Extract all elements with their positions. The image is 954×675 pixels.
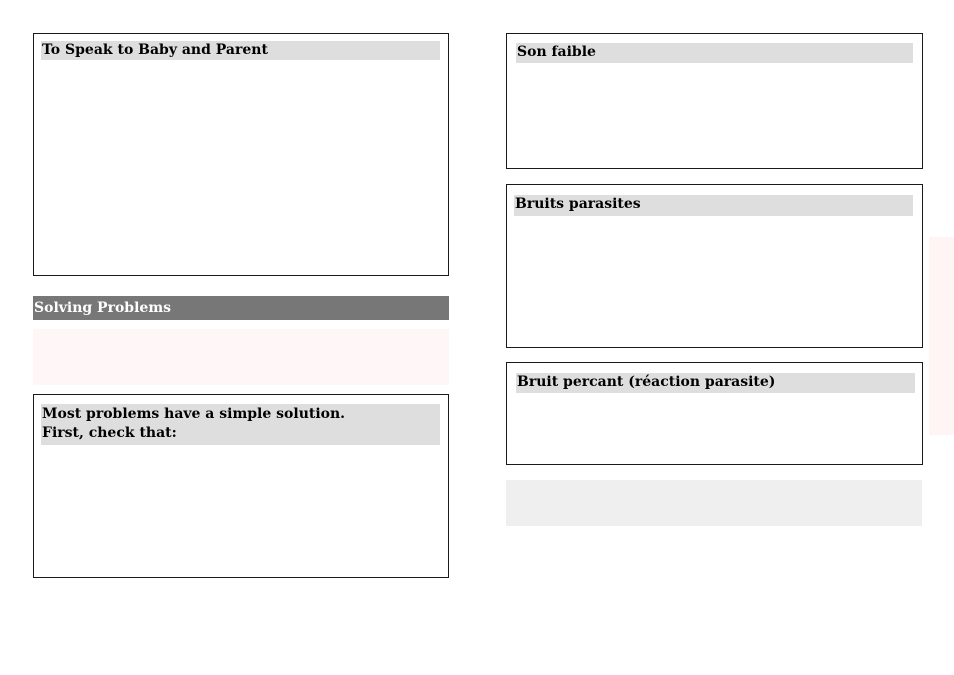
check-box-heading-line2: First, check that:	[42, 425, 177, 441]
check-box-heading-line1: Most problems have a simple solution.	[42, 406, 346, 422]
speak-box	[33, 33, 449, 276]
bruit-percant-box	[506, 362, 923, 465]
solving-problems-title: Solving Problems	[33, 296, 449, 320]
bruit-percant-heading: Bruit percant (réaction parasite)	[516, 373, 915, 393]
bruits-parasites-heading: Bruits parasites	[514, 195, 913, 216]
speak-box-heading: To Speak to Baby and Parent	[41, 41, 440, 60]
solving-problems-panel	[33, 329, 449, 385]
grey-note-panel	[506, 480, 922, 526]
son-faible-heading: Son faible	[516, 43, 913, 63]
edge-tab	[929, 237, 954, 435]
check-box	[33, 394, 449, 578]
bruits-parasites-box	[506, 184, 923, 348]
son-faible-box	[506, 33, 923, 169]
check-box-heading	[41, 404, 440, 445]
